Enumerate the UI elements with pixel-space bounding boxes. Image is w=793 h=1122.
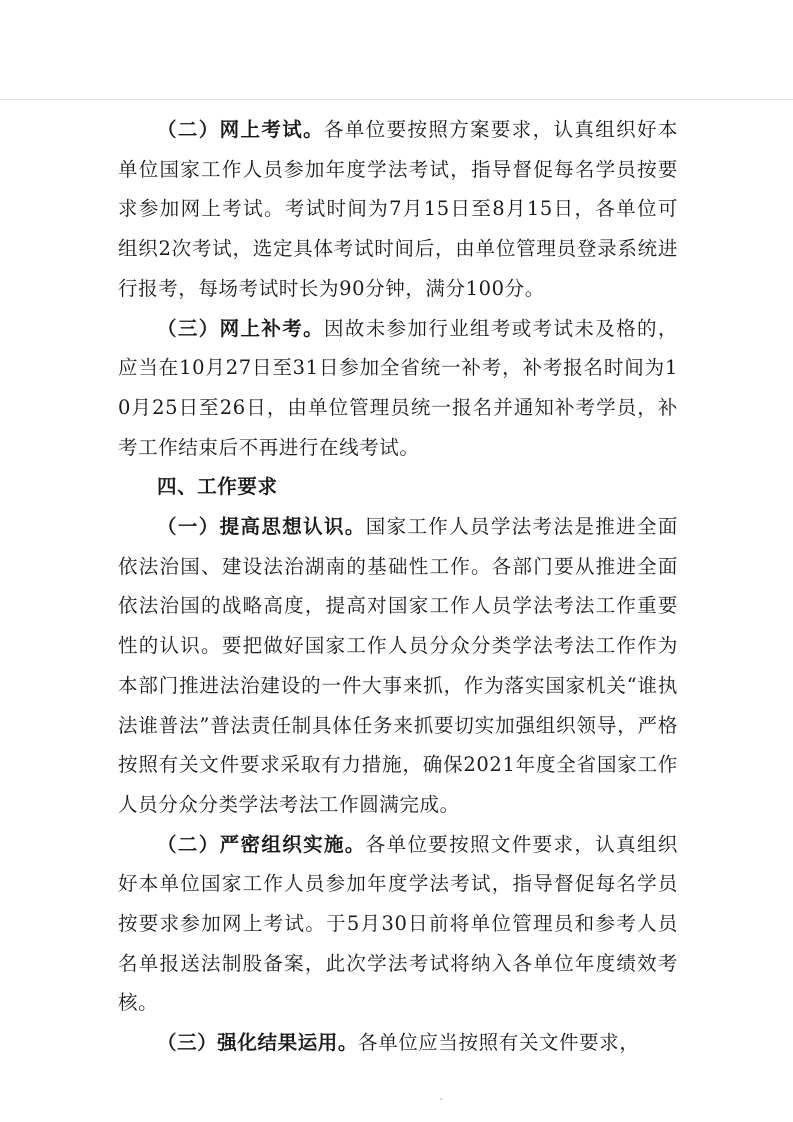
scan-speck [440, 1098, 442, 1100]
paragraph-online-makeup-exam [118, 309, 678, 468]
paragraph-strict-organization [118, 825, 678, 1024]
paragraph-apply-results [118, 1023, 678, 1063]
document-body [118, 110, 678, 1063]
section-heading: 四、工作要求 [157, 475, 278, 499]
paragraph-text: 各单位要按照文件要求，认真组织好本单位国家工作人员参加年度学法考试，指导督促每名学员按要求参加网上考试。于5月30日前将单位管理员和参考人员名单报送法制股备案，此次学法考试将纳入各单位年度绩效考核。 [118, 832, 678, 1015]
paragraph-lead: （一）提高思想认识。 [157, 515, 366, 539]
paragraph-text: 因故未参加行业组考或考试未及格的，应当在10月27日至31日参加全省统一补考，补考报名时间为10月25日至26日，由单位管理员统一报名并通知补考学员，补考工作结束后不再进行在线考试。 [118, 316, 678, 459]
paragraph-text: 国家工作人员学法考法是推进全面依法治国、建设法治湖南的基础性工作。各部门要从推进全面依法治国的战略高度，提高对国家工作人员学法考法工作重要性的认识。要把做好国家工作人员分众分类学法考法工作作为本部门推进法治建设的一件大事来抓，作为落实国家机关“谁执法谁普法”普法责任制具体任务来抓要切实加强组织领导，严格按照有关文件要求采取有力措施，确保2021年度全省国家工作人员分众分类学法考法工作圆满完成。 [118, 515, 678, 816]
paragraph-lead: （三）网上补考。 [157, 316, 324, 340]
paragraph-raise-awareness [118, 507, 678, 825]
paragraph-lead: （三）强化结果运用。 [157, 1031, 359, 1055]
paragraph-lead: （二）网上考试。 [157, 118, 324, 141]
paragraph-text: 各单位应当按照有关文件要求， [358, 1031, 640, 1055]
paragraph-online-exam [118, 110, 678, 309]
paragraph-lead: （二）严密组织实施。 [157, 832, 366, 856]
header-divider [0, 99, 793, 100]
paragraph-text: 各单位要按照方案要求，认真组织好本单位国家工作人员参加年度学法考试，指导督促每名学员按要求参加网上考试。考试时间为7月15日至8月15日，各单位可组织2次考试，选定具体考试时间后，由单位管理员登录系统进行报考，每场考试时长为90分钟，满分100分。 [118, 118, 678, 300]
